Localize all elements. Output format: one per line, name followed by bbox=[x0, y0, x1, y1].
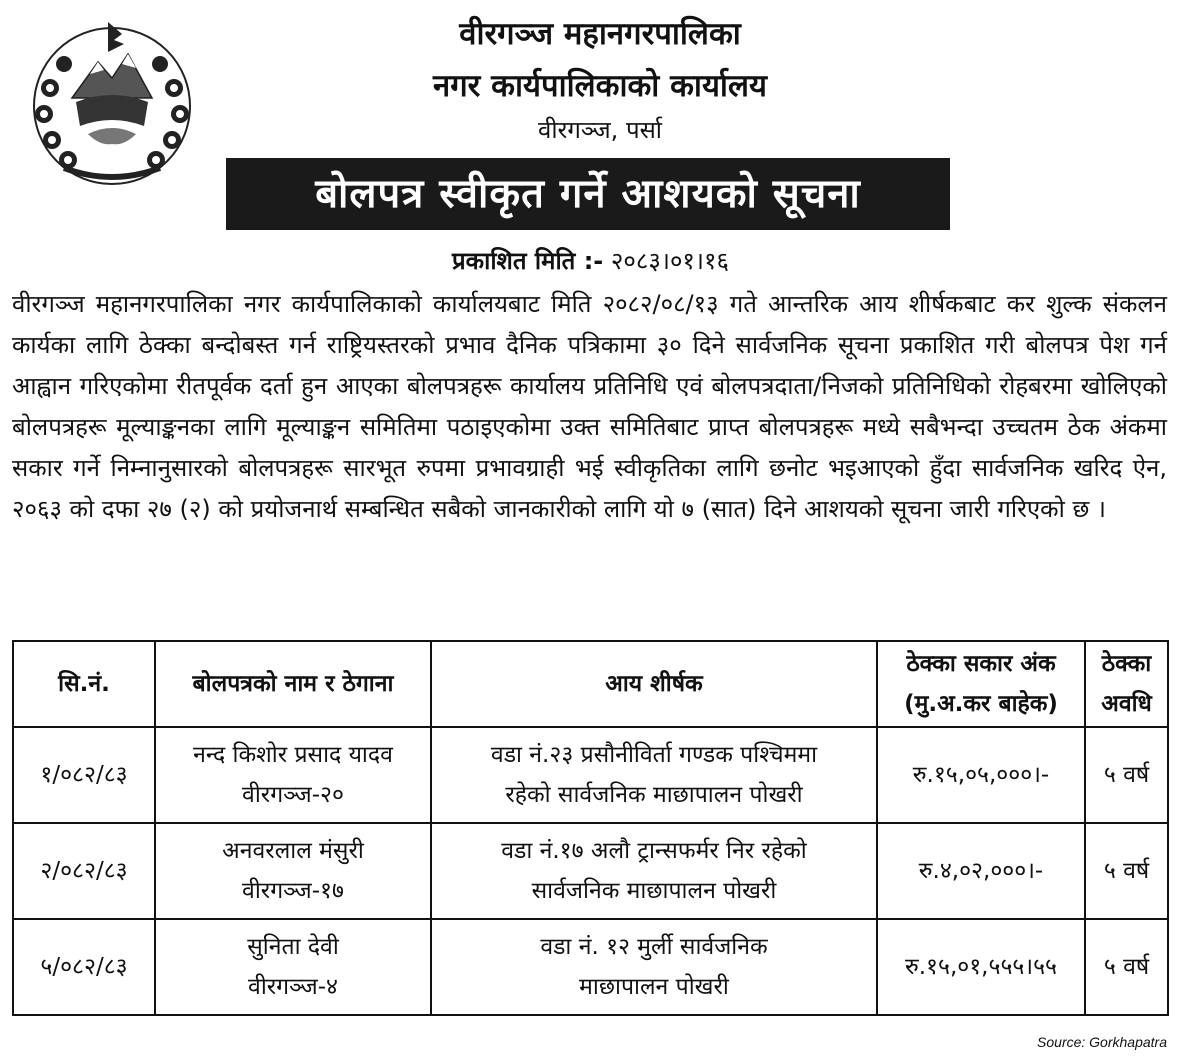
office-location: वीरगञ्ज, पर्सा bbox=[537, 116, 663, 144]
published-date: २०८३।०१।१६ bbox=[610, 247, 729, 275]
header-bidder: बोलपत्रको नाम र ठेगाना bbox=[155, 641, 431, 727]
notice-body: वीरगञ्ज महानगरपालिका नगर कार्यपालिकाको कार्यालयबाट मिति २०८२/०८/१३ गते आन्तरिक आय शीर्षकबाट कर शुल्क संकलन कार्यका लागि ठेक्का बन्दोबस्त गर्न राष्ट्रियस्तरको प्रभाव दैनिक पत्रिकामा ३० दिने सार्वजनिक सूचना प्रकाशित गरी बोलपत्र पेश गर्न आह्वान गरिएकोमा रीतपूर्वक दर्ता हुन आएका बोलपत्रहरू कार्यालय प्रतिनिधि एवं बोलपत्रदाता/निजको प्रतिनिधिको रोहबरमा खोलिएको बोलपत्रहरू मूल्याङ्कनका लागि मूल्याङ्कन समितिमा पठाइएकोमा उक्त समितिबाट प्राप्त बोलपत्रहरू मध्ये सबैभन्दा उच्चतम ठेक अंकमा सकार गर्ने निम्नानुसारको बोलपत्रहरू सारभूत रुपमा प्रभावग्राही भई स्वीकृतिका लागि छनोट भइआएको हुँदा सार्वजनिक खरिद ऐन, २०६३ को दफा २७ (२) को प्रयोजनार्थ सम्बन्धित सबैको जानकारीको लागि यो ७ (सात) दिने आशयको सूचना जारी गरिएको छ । bbox=[12, 290, 1167, 523]
table-header-row bbox=[13, 641, 1168, 727]
row-term: ५ वर्ष bbox=[1085, 727, 1168, 823]
row-serial: २/०८२/८३ bbox=[13, 823, 155, 919]
published-label: प्रकाशित मिति :- bbox=[452, 247, 604, 275]
notice-title: बोलपत्र स्वीकृत गर्ने आशयको सूचना bbox=[226, 158, 950, 230]
revenue-line1: वडा नं. १२ मुर्ली सार्वजनिक bbox=[540, 934, 768, 960]
header-term bbox=[1085, 641, 1168, 727]
header-amount-line2: (मु.अ.कर बाहेक) bbox=[904, 691, 1058, 717]
bidder-name: नन्द किशोर प्रसाद यादव bbox=[193, 742, 393, 768]
row-revenue bbox=[431, 919, 877, 1015]
published-date-line bbox=[0, 244, 1181, 278]
revenue-line2: माछापालन पोखरी bbox=[579, 974, 729, 1000]
row-amount: रु.१५,०१,५५५।५५ bbox=[877, 919, 1085, 1015]
row-term: ५ वर्ष bbox=[1085, 823, 1168, 919]
bidder-address: वीरगञ्ज-१७ bbox=[242, 878, 344, 904]
header-term-line1: ठेक्का bbox=[1101, 651, 1152, 677]
header-term-line2: अवधि bbox=[1101, 691, 1152, 717]
bidder-name: सुनिता देवी bbox=[247, 934, 339, 960]
header-amount-line1: ठेक्का सकार अंक bbox=[906, 651, 1056, 677]
header-revenue: आय शीर्षक bbox=[431, 641, 877, 727]
row-bidder bbox=[155, 727, 431, 823]
table-row bbox=[13, 823, 1168, 919]
row-amount: रु.४,०२,०००।- bbox=[877, 823, 1085, 919]
row-bidder bbox=[155, 823, 431, 919]
revenue-line1: वडा नं.२३ प्रसौनीविर्ता गण्डक पश्चिममा bbox=[490, 742, 818, 768]
organization-name: वीरगञ्ज महानगरपालिका bbox=[459, 16, 741, 52]
row-term: ५ वर्ष bbox=[1085, 919, 1168, 1015]
row-serial: ५/०८२/८३ bbox=[13, 919, 155, 1015]
office-name: नगर कार्यपालिकाको कार्यालय bbox=[433, 68, 767, 104]
award-table bbox=[12, 640, 1169, 1016]
row-revenue bbox=[431, 727, 877, 823]
bidder-address: वीरगञ्ज-२० bbox=[242, 782, 344, 808]
table-row bbox=[13, 919, 1168, 1015]
bidder-address: वीरगञ्ज-४ bbox=[248, 974, 338, 1000]
header-amount bbox=[877, 641, 1085, 727]
nepal-emblem-icon bbox=[28, 18, 196, 188]
revenue-line1: वडा नं.१७ अलौ ट्रान्सफर्मर निर रहेको bbox=[501, 838, 807, 864]
bidder-name: अनवरलाल मंसुरी bbox=[222, 838, 364, 864]
source-credit: Source: Gorkhapatra bbox=[1037, 1034, 1167, 1050]
table-row bbox=[13, 727, 1168, 823]
header-serial: सि.नं. bbox=[13, 641, 155, 727]
row-amount: रु.१५,०५,०००।- bbox=[877, 727, 1085, 823]
row-serial: १/०८२/८३ bbox=[13, 727, 155, 823]
revenue-line2: रहेको सार्वजनिक माछापालन पोखरी bbox=[505, 782, 803, 808]
row-revenue bbox=[431, 823, 877, 919]
revenue-line2: सार्वजनिक माछापालन पोखरी bbox=[531, 878, 777, 904]
row-bidder bbox=[155, 919, 431, 1015]
